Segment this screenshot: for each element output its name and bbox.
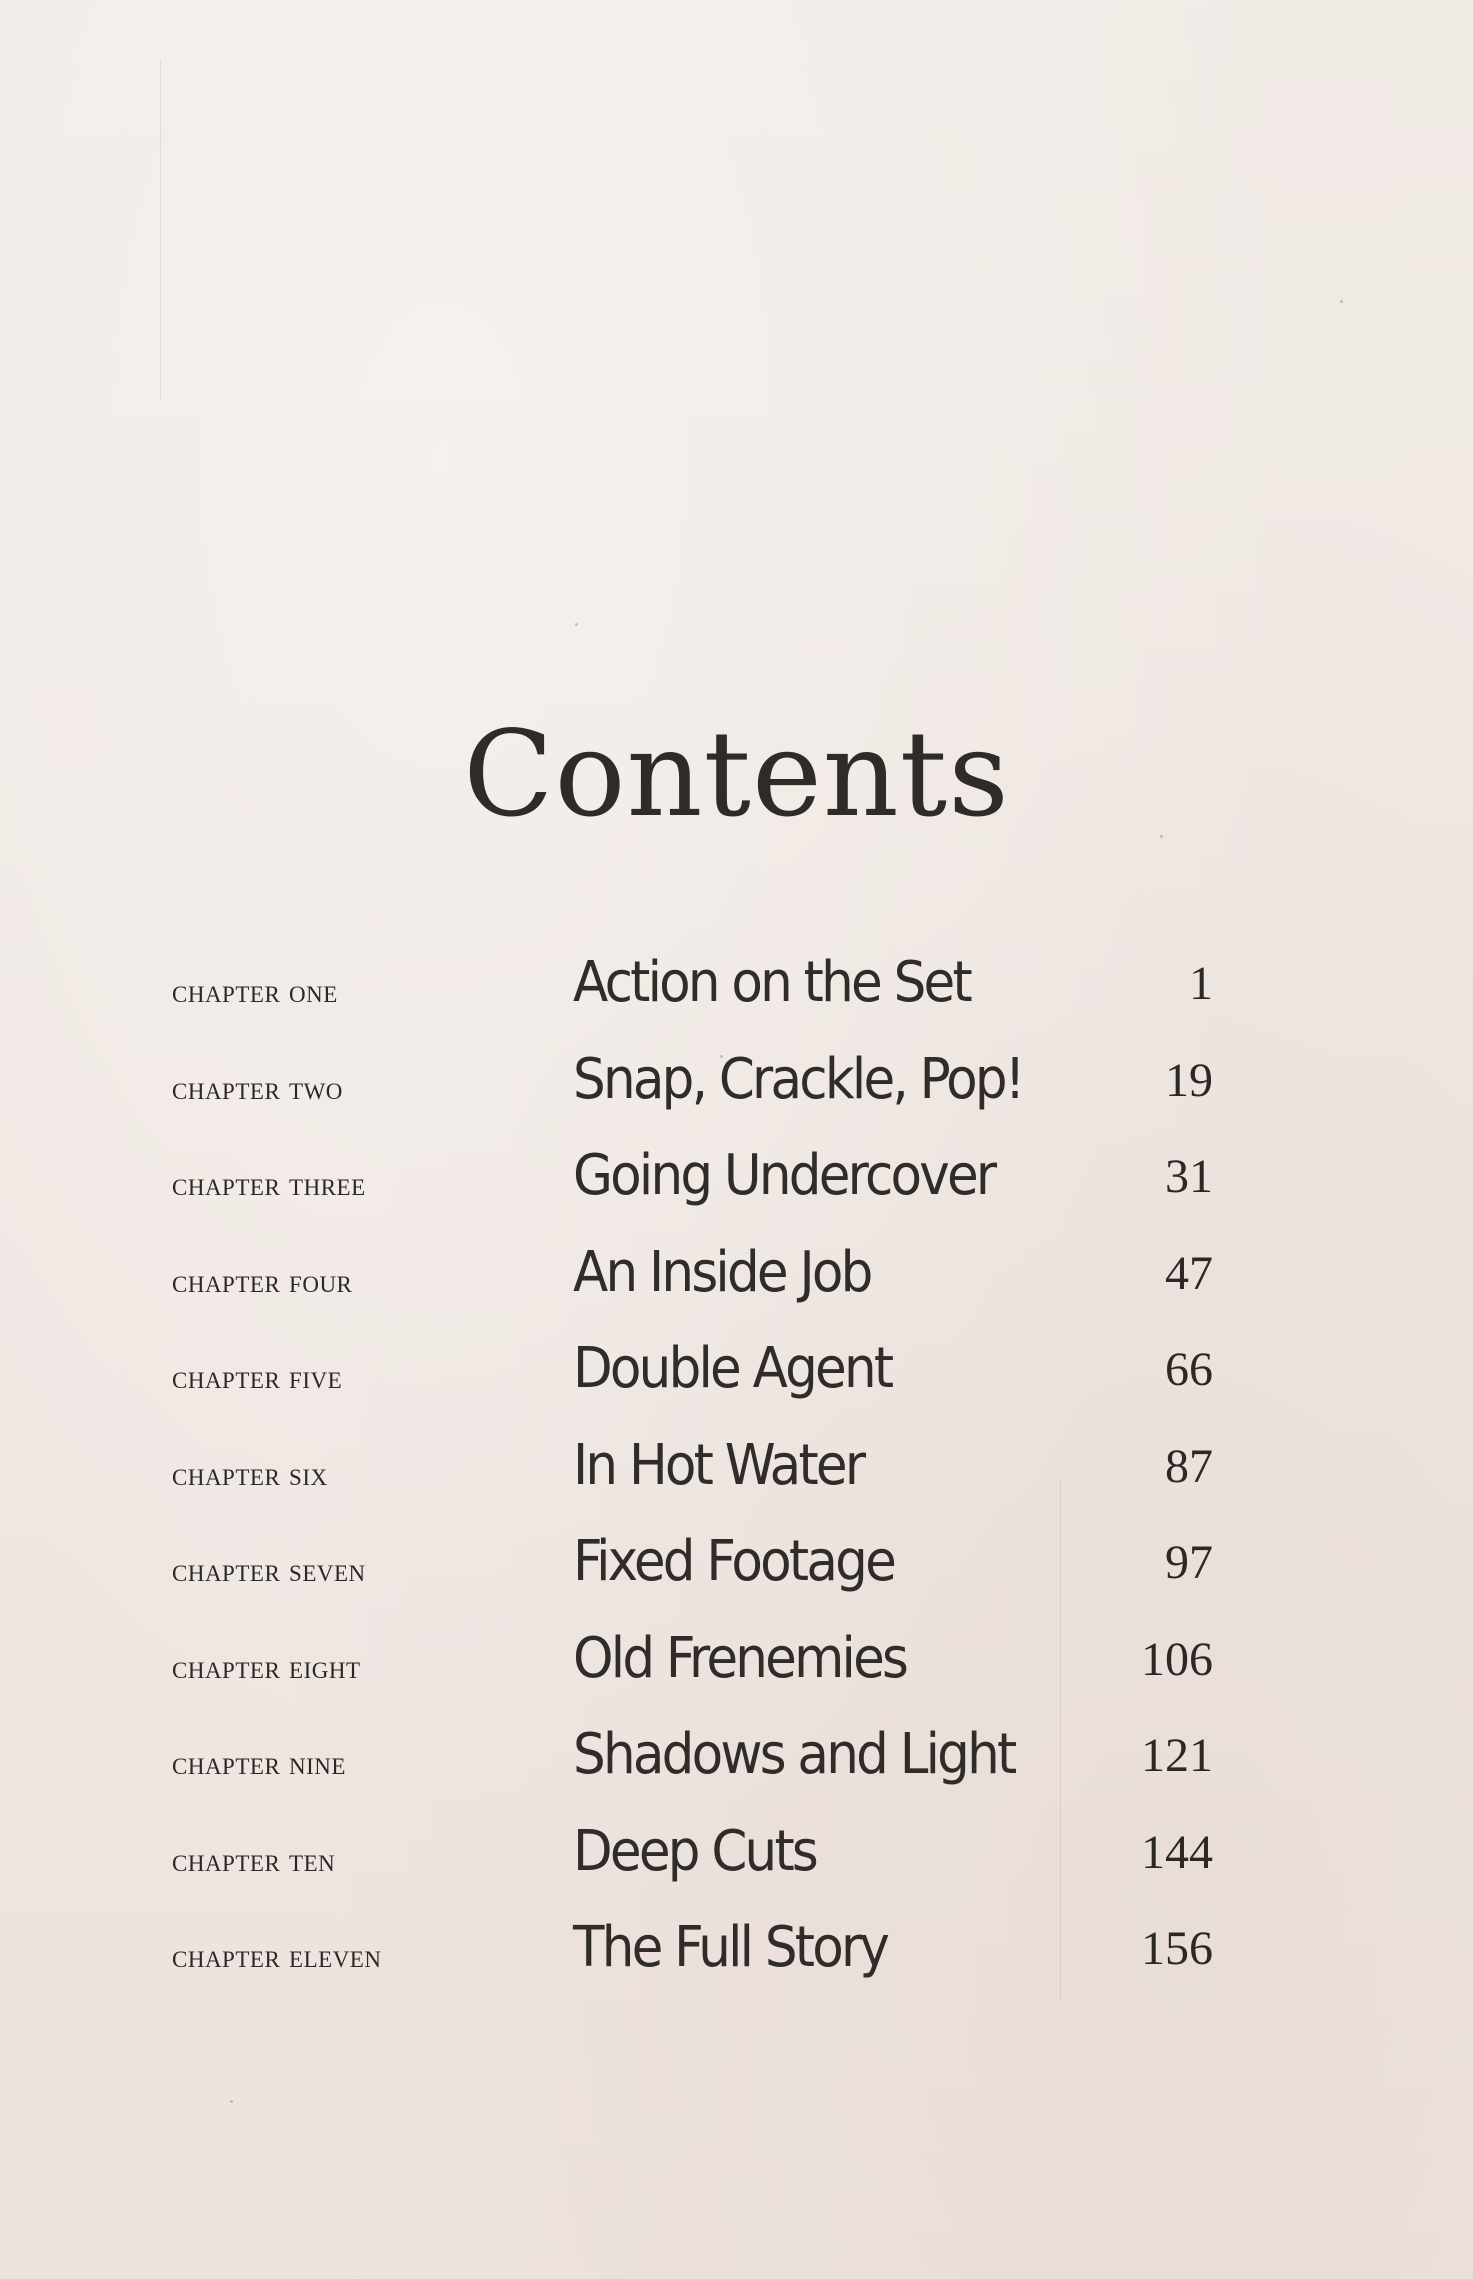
chapter-title: Action on the Set — [573, 950, 970, 1015]
toc-row[interactable] — [0, 1423, 1473, 1520]
chapter-title: The Full Story — [573, 1915, 888, 1980]
chapter-label: chapter two — [172, 1070, 343, 1107]
chapter-title: In Hot Water — [573, 1432, 864, 1498]
paper-speck — [1340, 300, 1343, 303]
page-number: 1 — [1189, 957, 1213, 1010]
chapter-label: chapter three — [172, 1167, 366, 1203]
chapter-label: chapter nine — [172, 1746, 346, 1782]
toc-row[interactable] — [0, 1809, 1473, 1906]
chapter-title: Going Undercover — [573, 1143, 995, 1208]
chapter-label: chapter four — [172, 1263, 353, 1300]
toc-row[interactable] — [0, 1133, 1473, 1230]
toc-row[interactable] — [0, 1230, 1473, 1327]
page-number: 47 — [1165, 1246, 1213, 1300]
chapter-title: Snap, Crackle, Pop! — [573, 1046, 1023, 1112]
paper-speck — [1160, 835, 1163, 838]
toc-row[interactable] — [0, 1519, 1473, 1616]
toc-row[interactable] — [0, 1905, 1473, 2002]
table-of-contents — [0, 940, 1473, 2002]
toc-row[interactable] — [0, 940, 1473, 1037]
chapter-title: Double Agent — [573, 1336, 892, 1401]
chapter-title: An Inside Job — [573, 1239, 871, 1305]
chapter-title: Deep Cuts — [573, 1818, 816, 1884]
toc-row[interactable] — [0, 1712, 1473, 1809]
toc-row[interactable] — [0, 1616, 1473, 1713]
page-number: 144 — [1141, 1825, 1213, 1879]
page-number: 97 — [1165, 1536, 1213, 1589]
chapter-label: chapter one — [172, 974, 338, 1010]
chapter-title: Old Frenemies — [573, 1625, 907, 1691]
chapter-label: chapter six — [172, 1456, 328, 1493]
chapter-label: chapter ten — [172, 1842, 336, 1879]
toc-row[interactable] — [0, 1326, 1473, 1423]
paper-speck — [230, 2100, 233, 2103]
chapter-title: Fixed Footage — [573, 1529, 895, 1594]
toc-row[interactable] — [0, 1037, 1473, 1134]
paper-speck — [575, 623, 578, 626]
page-number: 87 — [1165, 1439, 1213, 1493]
page-number: 121 — [1141, 1729, 1213, 1782]
chapter-label: chapter eleven — [172, 1939, 382, 1975]
chapter-title: Shadows and Light — [573, 1722, 1015, 1787]
chapter-label: chapter eight — [172, 1649, 361, 1686]
page-number: 106 — [1141, 1632, 1213, 1686]
page-number: 66 — [1165, 1343, 1213, 1396]
chapter-label: chapter five — [172, 1360, 343, 1396]
chapter-label: chapter seven — [172, 1553, 366, 1589]
page-number: 156 — [1141, 1922, 1213, 1975]
page-number: 31 — [1165, 1150, 1213, 1203]
contents-heading: Contents — [463, 705, 1010, 843]
page-number: 19 — [1165, 1053, 1213, 1107]
paper-crease — [160, 60, 161, 400]
